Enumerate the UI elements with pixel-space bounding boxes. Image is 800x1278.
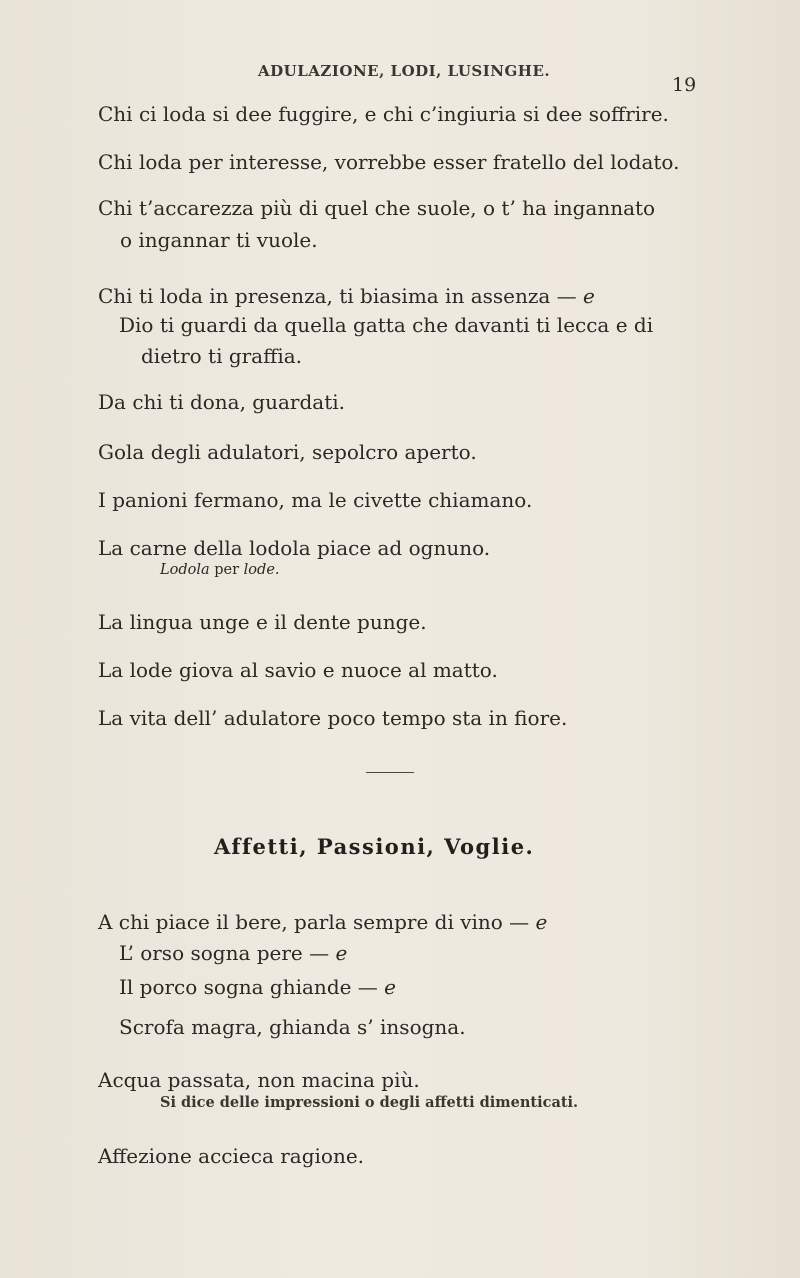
proverb-line: Scrofa magra, ghianda s’ insogna.: [119, 1015, 466, 1039]
note-term: lode.: [243, 562, 280, 578]
proverb-line: La lode giova al savio e nuoce al matto.: [98, 658, 498, 682]
proverb-conjunction: e: [583, 284, 595, 308]
section-divider: [366, 772, 414, 773]
proverb-note: [160, 562, 280, 578]
proverb: [98, 906, 738, 938]
proverb-note: Si dice delle impressioni o degli affetti dimenticati.: [160, 1094, 579, 1111]
proverb-line: Chi t’accarezza più di quel che suole, o t’ ha ingannato: [98, 196, 656, 220]
proverb-line: I panioni fermano, ma le civette chiamano.: [98, 488, 533, 512]
note-word: per: [214, 562, 240, 578]
proverb-line: Da chi ti dona, guardati.: [98, 390, 345, 414]
proverb-conjunction: e: [535, 910, 548, 934]
proverb: [98, 386, 738, 418]
section-title: Affetti, Passioni, Voglie.: [214, 834, 535, 859]
proverb-line: La carne della lodola piace ad ognuno.: [98, 536, 491, 560]
proverb-line: Il porco sogna ghiande —: [119, 975, 378, 999]
proverb: [98, 280, 738, 312]
proverb: [98, 192, 738, 256]
proverb: [119, 972, 719, 1003]
proverb: [98, 98, 738, 130]
proverb-line: La vita dell’ adulatore poco tempo sta in fiore.: [98, 706, 568, 730]
proverb-line: L’ orso sogna pere —: [119, 941, 330, 965]
proverb-conjunction: e: [335, 941, 348, 965]
proverb: [98, 484, 738, 516]
proverb: [98, 436, 738, 468]
proverb-line: Chi ti loda in presenza, ti biasima in assenza —: [98, 284, 577, 308]
proverb-line: A chi piace il bere, parla sempre di vino —: [98, 910, 530, 934]
proverb-line: Affezione accieca ragione.: [98, 1144, 365, 1168]
proverb-line: Gola degli adulatori, sepolcro aperto.: [98, 440, 477, 464]
proverb: [98, 532, 738, 564]
proverb-line: Chi ci loda si dee fuggire, e chi c’ingiuria si dee soffrire.: [98, 102, 669, 126]
proverb: [119, 310, 719, 372]
proverb: [98, 702, 738, 734]
running-head: ADULAZIONE, LODI, LUSINGHE.: [258, 62, 551, 80]
proverb-conjunction: e: [384, 975, 397, 999]
proverb-line: La lingua unge e il dente punge.: [98, 610, 427, 634]
proverb: [119, 1012, 719, 1043]
page-number: 19: [672, 74, 697, 96]
proverb: [98, 606, 738, 638]
proverb: [98, 654, 738, 686]
proverb-line-continuation: o ingannar ti vuole.: [120, 228, 318, 252]
proverb: [98, 1140, 738, 1172]
proverb: [119, 938, 719, 969]
proverb-line: Dio ti guardi da quella gatta che davanti ti lecca e di: [119, 313, 654, 337]
note-term: Lodola: [160, 562, 210, 578]
proverb-line: Chi loda per interesse, vorrebbe esser fratello del lodato.: [98, 150, 680, 174]
proverb: [98, 146, 738, 178]
proverb-line-continuation: dietro ti graffia.: [141, 344, 302, 368]
proverb: [98, 1064, 738, 1096]
proverb-line: Acqua passata, non macina più.: [98, 1068, 420, 1092]
